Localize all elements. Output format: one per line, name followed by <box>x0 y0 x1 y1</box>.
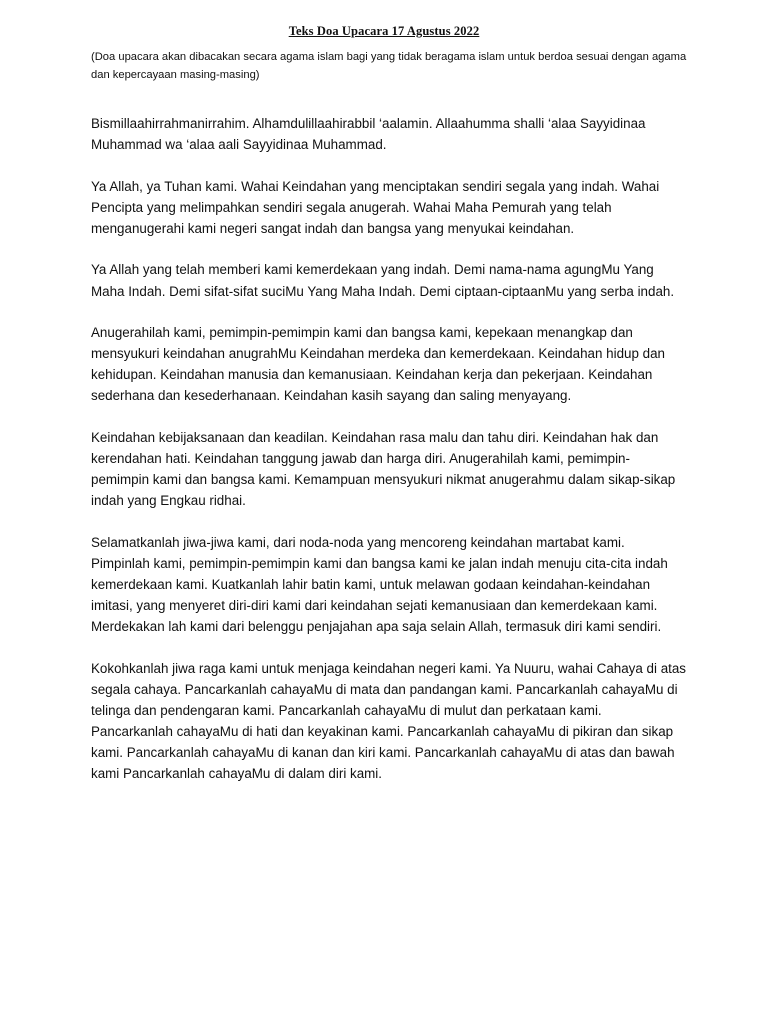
document-title: Teks Doa Upacara 17 Agustus 2022 <box>288 24 480 38</box>
paragraph: Keindahan kebijaksanaan dan keadilan. Keindahan rasa malu dan tahu diri. Keindahan hak dan kerendahan hati. Keindahan tanggung jawab dan harga diri. Anugerahilah kami, pemimpin-pemimpin kami dan bangsa kami. Kemampuan mensyukuri nikmat anugerahmu dalam sikap-sikap indah yang Engkau ridhai. <box>91 430 676 509</box>
document-body <box>91 113 686 805</box>
paragraph: Anugerahilah kami, pemimpin-pemimpin kami dan bangsa kami, kepekaan menangkap dan mensyukuri keindahan anugrahMu Keindahan merdeka dan kemerdekaan. Keindahan hidup dan kehidupan. Keindahan manusia dan kemanusiaan. Keindahan kerja dan pekerjaan. Keindahan sederhana dan kesederhanaan. Keindahan kasih sayang dan saling menyayang. <box>91 325 665 404</box>
paragraph: Bismillaahirrahmanirrahim. Alhamdulillaahirabbil ‘aalamin. Allaahumma shalli ‘alaa Sayyidinaa Muhammad wa ‘alaa aali Sayyidinaa Muhammad. <box>91 116 646 153</box>
paragraph: Kokohkanlah jiwa raga kami untuk menjaga keindahan negeri kami. Ya Nuuru, wahai Cahaya di atas segala cahaya. Pancarkanlah cahayaMu di mata dan pandangan kami. Pancarkanlah cahayaMu di telinga dan pendengaran kami. Pancarkanlah cahayaMu di mulut dan perkataan kami. Pancarkanlah cahayaMu di hati dan keyakinan kami. Pancarkanlah cahayaMu di pikiran dan sikap kami. Pancarkanlah cahayaMu di kanan dan kiri kami. Pancarkanlah cahayaMu di atas dan bawah kami Pancarkanlah cahayaMu di dalam diri kami. <box>91 660 686 782</box>
paragraph: Selamatkanlah jiwa-jiwa kami, dari noda-noda yang mencoreng keindahan martabat kami. Pimpinlah kami, pemimpin-pemimpin kami dan bangsa kami ke jalan indah menuju cita-cita indah kemerdekaan kami. Kuatkanlah lahir batin kami, untuk melawan godaan keindahan-keindahan imitasi, yang menyeret diri-diri kami dari keindahan sejati kemanusiaan dan kemerdekaan kami. Merdekakan lah kami dari belenggu penjajahan apa saja selain Allah, termasuk diri kami sendiri. <box>91 534 668 635</box>
paragraph: Ya Allah, ya Tuhan kami. Wahai Keindahan yang menciptakan sendiri segala yang indah. Wahai Pencipta yang melimpahkan sendiri segala anugerah. Wahai Maha Pemurah yang telah menganugerahi kami negeri sangat indah dan bangsa yang menyukai keindahan. <box>91 178 660 236</box>
paragraph: Ya Allah yang telah memberi kami kemerdekaan yang indah. Demi nama-nama agungMu Yang Maha Indah. Demi sifat-sifat suciMu Yang Maha Indah. Demi ciptaan-ciptaanMu yang serba indah. <box>91 262 675 299</box>
document-note: (Doa upacara akan dibacakan secara agama islam bagi yang tidak beragama islam untuk berdoa sesuai dengan agama dan kepercayaan masing-masing) <box>91 51 687 81</box>
